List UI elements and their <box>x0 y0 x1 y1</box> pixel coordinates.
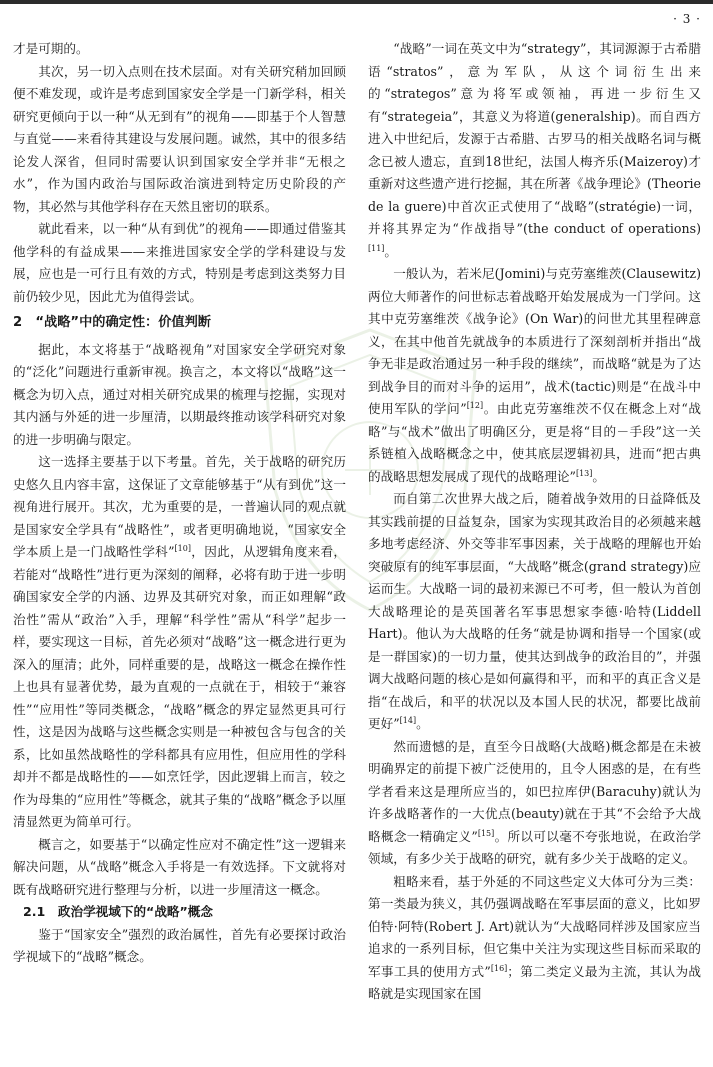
text-run: 这一选择主要基于以下考量。首先，关于战略的研究历史悠久且内容丰富，这保证了文章能够基于“从有到优”这一视角进行展开。其次，尤为重要的是，一普遍认同的观点就是国家安全学具有“战略性”，或者更明确地说，“国家安全学本质上是一门战略性学科” <box>13 454 346 559</box>
citation-ref: [12] <box>466 400 484 410</box>
text-run: 粗略来看，基于外延的不同这些定义大体可分为三类：第一类最为狭义，其仍强调战略在军事层面的意义，比如罗伯特·阿特(Robert J. Art)就认为“大战略同样涉及国家应当追求的一系列目标，但它集中关注为实现这些目标而采取的军事工具的使用方式” <box>368 873 701 979</box>
citation-ref: [16] <box>490 963 508 973</box>
citation-ref: [15] <box>477 828 495 838</box>
citation-ref: [11] <box>368 243 385 253</box>
citation-ref: [10] <box>174 543 191 553</box>
paragraph: 概言之，如要基于“以确定性应对不确定性”这一逻辑来解决问题，从“战略”概念入手将是一有效选择。下文就将对既有战略研究进行整理与分析，以进一步厘清这一概念。 <box>13 836 346 897</box>
paragraph: 其次，另一切入点则在技术层面。对有关研究稍加回顾便不难发现，或许是考虑到国家安全学是一门新学科，相关研究更倾向于以一种“从无到有”的视角——即基于个人智慧与直觉——来看待其建设与发展问题。诚然，其中的很多结论发人深省，但同时需要认识到国家安全学并非“无根之水”，作为国内政治与国际政治演进到特定历史阶段的产物，其必然与其他学科存在天然且密切的联系。 <box>13 63 346 214</box>
left-column <box>13 38 346 969</box>
text-run: 。 <box>592 468 605 484</box>
citation-ref: [14] <box>399 715 417 725</box>
page-top-rule <box>0 0 713 4</box>
text-run: “战略”一词在英文中为“strategy”，其词源源于古希腊语“stratos”，意为军队，从这个词衍生出来的“strategos”意为将军或领袖，再进一步衍生又有“strategeia”，其意义为将道(generalship)。而自西方进入中世纪后，发源于古希腊、古罗马的相关战略名词与概念已被人遗忘，直到18世纪，法国人梅齐乐(Maizeroy)才重新对这些遗产进行挖掘，其在所著《战争理论》(Theorie de la guere)中首次正式使用了“战略”(stratégie)一词，并将其界定为“作战指导”(the conduct of operations) <box>368 41 701 236</box>
text-run: ；第二类定义最为主流，其认为战略就是实现国家在国 <box>368 963 701 1001</box>
section-heading: 2 “战略”中的确定性：价值判断 <box>13 315 211 330</box>
paragraph: 鉴于“国家安全”强烈的政治属性，首先有必要探讨政治学视域下的“战略”概念。 <box>13 926 346 964</box>
text-run: ，因此，从逻辑角度来看，若能对“战略性”进行更为深刻的阐释，必将有助于进一步明确国家安全学的内涵、边界及其研究对象，而正如理解“政治性”需从“政治”入手，理解“科学性”需从“科学”起步一样，要实现这一目标，首先必须对“战略”这一概念进行更为深入的厘清；此外，同样重要的是，战略这一概念在操作性上也具有显著优势，最为直观的一点就在于，相较于“兼容性”“应用性”等同类概念，“战略”概念的界定显然更具可行性，这是因为战略与这些概念实则是一种被包含与包含的关系，比如虽然战略性的学科都具有应用性，但应用性的学科却并不都是战略性的——如烹饪学，因此逻辑上而言，较之作为母集的“应用性”等概念，就其子集的“战略”概念予以厘清显然更为简单可行。 <box>13 544 346 829</box>
paragraph <box>368 263 701 488</box>
text-run: 。所以可以毫不夸张地说，在政治学领域，有多少关于战略的研究，就有多少关于战略的定义。 <box>368 828 701 866</box>
paragraph <box>368 736 701 871</box>
subsection-heading: 2.1 政治学视域下的“战略”概念 <box>23 904 213 919</box>
paragraph: 就此看来，以一种“从有到优”的视角——即通过借鉴其他学科的有益成果——来推进国家安全学的学科建设与发展，应也是一可行且有效的方式，特别是考虑到这类努力目前仍较少见，因此尤为值得尝试。 <box>13 221 346 304</box>
paragraph <box>368 871 701 1006</box>
citation-ref: [13] <box>575 468 593 478</box>
text-run: 而自第二次世界大战之后，随着战争效用的日益降低及其实践前提的日益复杂，国家为实现其政治目的必须越来越多地考虑经济、外交等非军事因素，关于战略的理解也开始突破原有的纯军事层面，“大战略”概念(grand strategy)应运而生。大战略一词的最初来源已不可考，但一般认为首创大战略理论的是英国著名军事思想家李德·哈特(Liddell Hart)。他认为大战略的任务“就是协调和指导一个国家(或是一群国家)的一切力量，使其达到战争的政治目的”，并强调大战略问题的核心是如何赢得和平，而和平的真正含义是指“在战后，和平的状况以及本国人民的状况，都要比战前更好” <box>368 491 701 731</box>
text-run: 。 <box>384 243 398 259</box>
paragraph <box>368 488 701 736</box>
paragraph <box>13 451 346 834</box>
paragraph: 才是可期的。 <box>13 41 89 56</box>
text-run: 。由此克劳塞维茨不仅在概念上对“战略”与“战术”做出了明确区分，更是将“目的－手段”这一关系链植入战略概念之中，使其底层逻辑初具，进而“把古典的战略思想发展成了现代的战略理论” <box>368 401 701 484</box>
paragraph: 据此，本文将基于“战略视角”对国家安全学研究对象的“泛化”问题进行重新审视。换言之，本文将以“战略”这一概念为切入点，通过对相关研究成果的梳理与挖掘，实现对其内涵与外延的进一步厘清，以期最终推动该学科研究对象的进一步明确与限定。 <box>13 341 346 447</box>
paragraph <box>368 38 701 263</box>
right-column <box>368 38 701 1006</box>
text-run: 然而遗憾的是，直至今日战略(大战略)概念都是在未被明确界定的前提下被广泛使用的，且令人困惑的是，在有些学者看来这是理所应当的，如巴拉库伊(Baracuhy)就认为许多战略著作的一大优点(beauty)就在于其“不会给予大战略概念一精确定义” <box>368 738 701 844</box>
text-run: 一般认为，若米尼(Jomini)与克劳塞维茨(Clausewitz)两位大师著作的问世标志着战略开始发展成为一门学问。这其中克劳塞维茨《战争论》(On War)的问世尤其里程碑意义，在其中他首先就战争的本质进行了深刻剖析并指出“战争无非是政治通过另一种手段的继续”，而战略“就是为了达到战争目的而对斗争的运用”，战术(tactic)则是“在战斗中使用军队的学问” <box>368 266 701 416</box>
text-run: 。 <box>416 716 429 731</box>
page-number: · 3 · <box>673 12 701 26</box>
